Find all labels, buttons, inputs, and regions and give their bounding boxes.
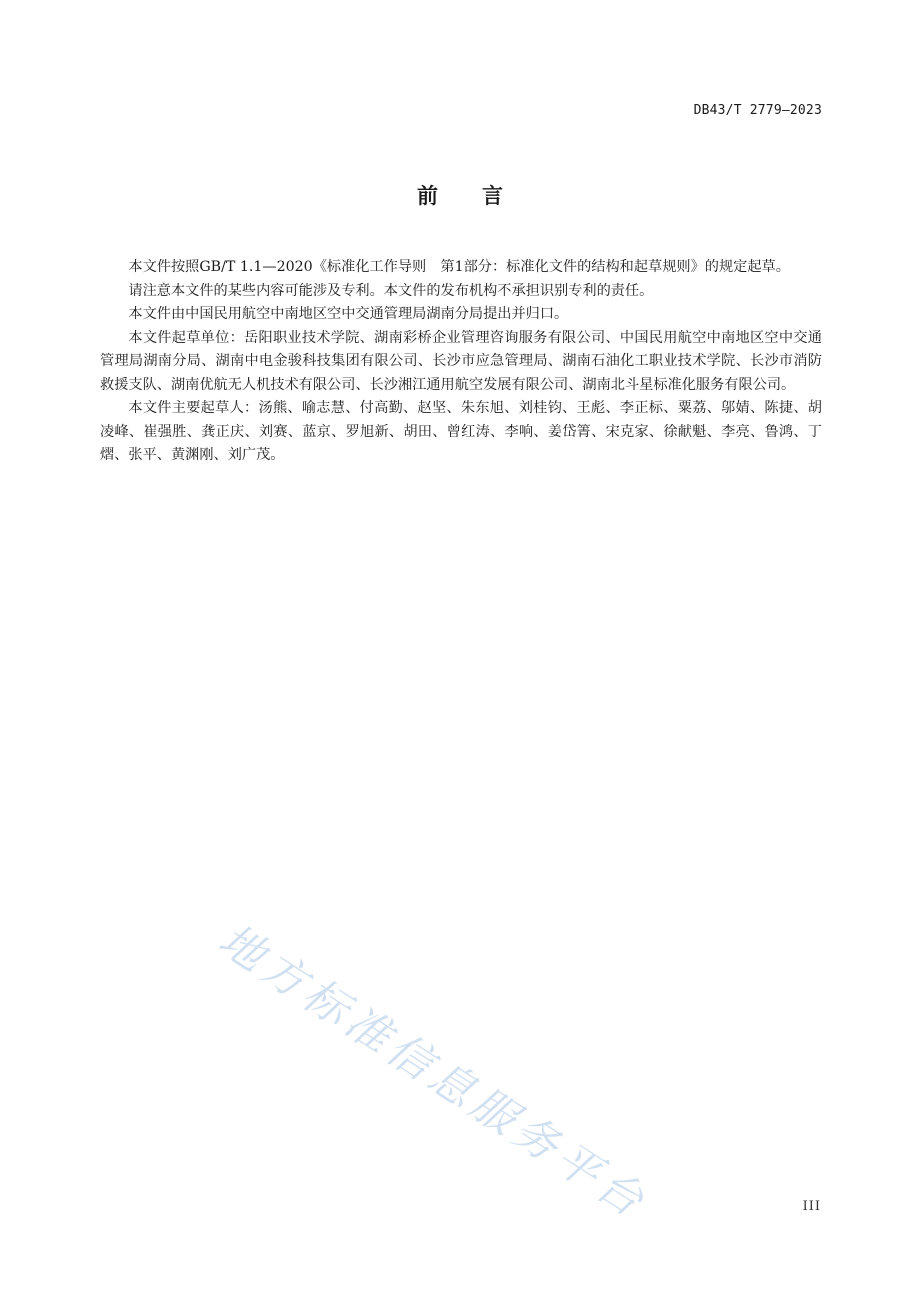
paragraph-patent-notice: 请注意本文件的某些内容可能涉及专利。本文件的发布机构不承担识别专利的责任。 (128, 282, 654, 299)
watermark: 地方标准信息服务平台 (209, 914, 657, 1230)
document-code: DB43/T 2779—2023 (693, 103, 822, 118)
paragraph-drafters: 本文件主要起草人：汤熊、喻志慧、付高勤、赵坚、朱东旭、刘桂钧、王彪、李正标、粟荔、邬婧、陈捷、胡凌峰、崔强胜、龚正庆、刘赛、蓝京、罗旭新、胡田、曾红涛、李响、姜岱箐、宋克家、徐献魁、李亮、鲁鸿、丁熠、张平、黄渊刚、刘广茂。 (100, 400, 822, 463)
page-title: 前言 (417, 184, 547, 208)
paragraph-drafting-units: 本文件起草单位：岳阳职业技术学院、湖南彩桥企业管理咨询服务有限公司、中国民用航空中南地区空中交通管理局湖南分局、湖南中电金骏科技集团有限公司、长沙市应急管理局、湖南石油化工职业技术学院、长沙市消防救援支队、湖南优航无人机技术有限公司、长沙湘江通用航空发展有限公司、湖南北斗星标准化服务有限公司。 (100, 329, 822, 393)
document-body (100, 256, 822, 468)
paragraph-drafting-rules: 本文件按照GB/T 1.1—2020《标准化工作导则 第1部分：标准化文件的结构和起草规则》的规定起草。 (128, 259, 790, 275)
page-number: III (802, 1199, 821, 1214)
paragraph-proposer: 本文件由中国民用航空中南地区空中交通管理局湖南分局提出并归口。 (128, 306, 569, 322)
